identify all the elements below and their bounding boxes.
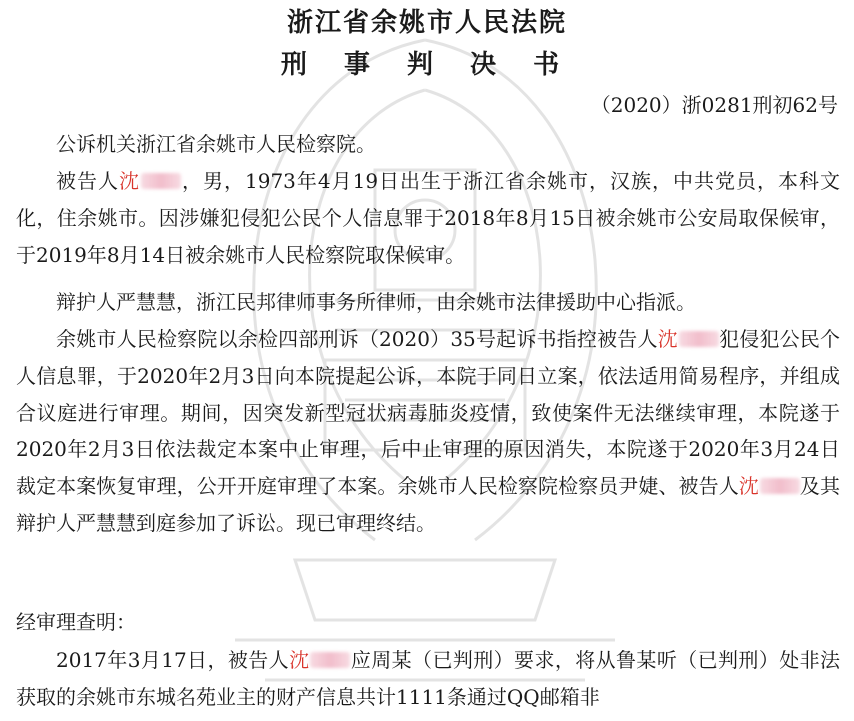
proceedings-part-1: 余姚市人民检察院以余检四部刑诉（2020）35号起诉书指控被告人 bbox=[56, 327, 658, 351]
defendant-details: ，男，1973年4月19日出生于浙江省余姚市，汉族，中共党员，本科文化，住余姚市。因涉嫌犯侵犯公民个人信息罪于2018年8月15日被余姚市公安局取保候审，于2019年8月14日被余姚市人民检察院取保候审。 bbox=[16, 169, 841, 267]
redacted-name bbox=[679, 331, 719, 347]
document-title: 刑 事 判 决 书 bbox=[280, 50, 574, 80]
defendant-name: 沈 bbox=[119, 169, 181, 193]
court-name: 浙江省余姚市人民法院 bbox=[286, 8, 567, 38]
findings-heading: 经审理查明： bbox=[16, 610, 136, 634]
defendant-name: 沈 bbox=[289, 648, 350, 672]
defense-counsel-paragraph: 辩护人严慧慧，浙江民邦律师事务所律师，由余姚市法律援助中心指派。 bbox=[56, 290, 696, 314]
redacted-name bbox=[760, 478, 800, 494]
redacted-name bbox=[310, 652, 350, 668]
proceedings-paragraph bbox=[16, 321, 840, 542]
proceedings-part-3: 及其辩护人严慧慧到庭参加了诉讼。现已审理终结。 bbox=[16, 474, 841, 535]
defendant-paragraph bbox=[16, 163, 840, 273]
prosecution-paragraph: 公诉机关浙江省余姚市人民检察院。 bbox=[56, 132, 376, 156]
defendant-name: 沈 bbox=[739, 474, 800, 498]
defendant-name: 沈 bbox=[658, 327, 719, 351]
defendant-prefix: 被告人 bbox=[56, 169, 119, 193]
proceedings-part-2: 犯侵犯公民个人信息罪，于2020年2月3日向本院提起公诉，本院于同日立案，依法适用简易程序，并组成合议庭进行审理。期间，因突发新型冠状病毒肺炎疫情，致使案件无法继续审理，本院遂于2020年2月3日依法裁定本案中止审理，后中止审理的原因消失，本院遂于2020年3月24日裁定本案恢复审理，公开开庭审理了本案。余姚市人民检察院检察员尹婕、被告人 bbox=[16, 327, 841, 499]
facts-part-2: 应周某（已判刑）要求，将从鲁某听（已判刑）处非法获取的余姚市东城名苑业主的财产信息共计1111条通过QQ邮箱非 bbox=[16, 648, 841, 709]
facts-part-1: 2017年3月17日，被告人 bbox=[56, 648, 290, 672]
case-number: （2020）浙0281刑初62号 bbox=[590, 93, 838, 117]
redacted-name bbox=[141, 173, 181, 189]
facts-paragraph bbox=[16, 642, 840, 716]
